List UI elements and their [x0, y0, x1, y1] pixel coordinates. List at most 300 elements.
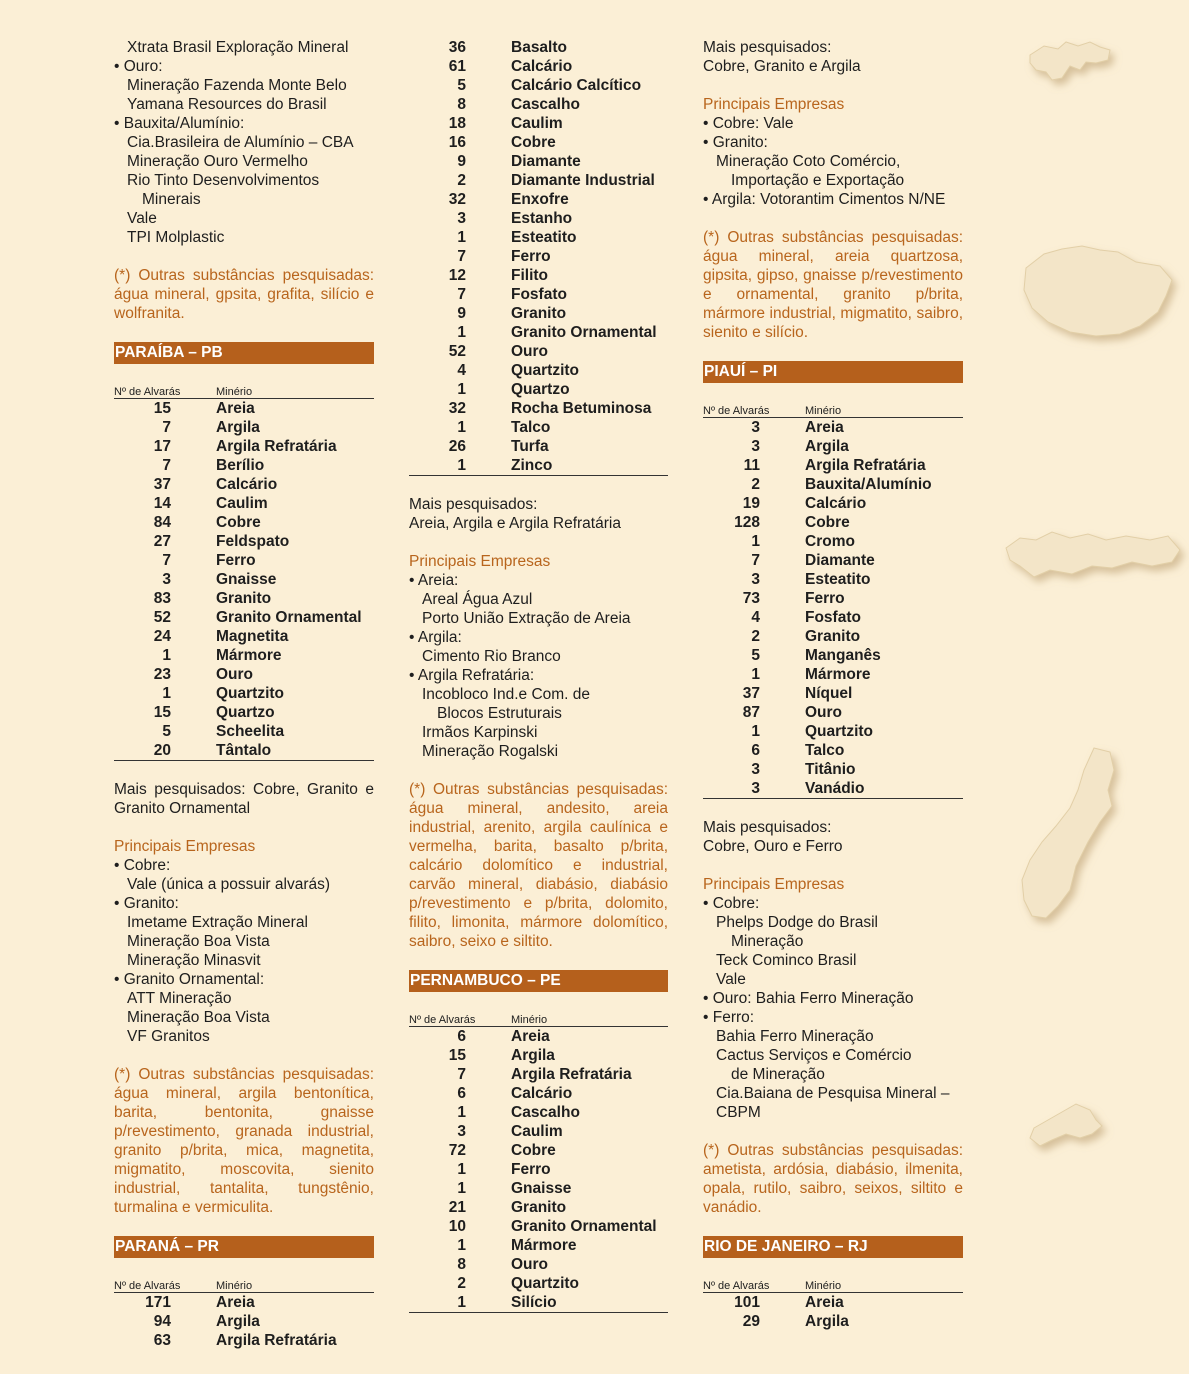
list-item: • Bauxita/Alumínio:	[114, 115, 245, 132]
list-item: • Cobre:	[114, 857, 171, 874]
map-pb-icon	[1030, 42, 1110, 80]
table-row	[703, 722, 963, 741]
permit-count: 3	[751, 438, 760, 455]
companies-title: Principais Empresas	[114, 838, 256, 855]
mineral-name: Granito	[511, 305, 567, 322]
permit-count: 1	[457, 1237, 466, 1254]
table-row	[409, 342, 668, 361]
mineral-name: Ouro	[216, 666, 254, 683]
permit-count: 7	[162, 552, 171, 569]
table-row	[114, 665, 374, 684]
table-row	[409, 1103, 668, 1122]
table-row	[409, 1084, 668, 1103]
mineral-name: Quartzito	[511, 1275, 580, 1292]
header-mineral: Minério	[216, 1280, 253, 1292]
permit-count: 1	[751, 666, 760, 683]
table-row	[409, 1255, 668, 1274]
mineral-name: Cobre	[216, 514, 261, 531]
mineral-name: Quartzito	[511, 362, 580, 379]
mineral-name: Quartzo	[216, 704, 275, 721]
mineral-name: Areia	[216, 1294, 255, 1311]
mineral-name: Ferro	[511, 248, 551, 265]
list-item: • Argila Refratária:	[409, 667, 535, 684]
permit-count: 2	[751, 628, 760, 645]
list-item: Cia.Baiana de Pesquisa Mineral –	[716, 1085, 950, 1102]
permit-count: 27	[153, 533, 171, 550]
table-row	[409, 418, 668, 437]
list-item: • Cobre: Vale	[703, 115, 794, 132]
table-row	[703, 551, 963, 570]
table-row	[409, 247, 668, 266]
table-row	[703, 475, 963, 494]
other-substances-note: (*) Outras substâncias pesquisadas: água mineral, andesito, areia industrial, arenito, argila caulínica e vermelha, barita, basalto p/brita, calcário dolomítico e industrial, carvão mineral, diabásio, diabásio p/revestimento e p/brita, dolomito, filito, limonita, mármore dolomítico, saibro, seixo e siltito.	[409, 781, 668, 950]
mineral-name: Zinco	[511, 457, 553, 474]
permit-count: 1	[457, 1161, 466, 1178]
header-count: Nº de Alvarás	[703, 1280, 770, 1292]
permit-count: 4	[457, 362, 466, 379]
mineral-name: Basalto	[511, 39, 567, 56]
mineral-name: Berílio	[216, 457, 265, 474]
table-row	[409, 380, 668, 399]
permit-count: 84	[153, 514, 171, 531]
table-row	[114, 570, 374, 589]
mineral-name: Granito Ornamental	[216, 609, 362, 626]
companies-list	[703, 894, 963, 1122]
table-row	[703, 779, 963, 798]
permit-count: 12	[448, 267, 466, 284]
table-row	[409, 1274, 668, 1293]
list-item: Cia.Brasileira de Alumínio – CBA	[127, 134, 354, 151]
mineral-name: Magnetita	[216, 628, 289, 645]
permit-count: 1	[751, 723, 760, 740]
mineral-name: Filito	[511, 267, 549, 284]
table-row	[703, 456, 963, 475]
list-item: Cactus Serviços e Comércio	[716, 1047, 912, 1064]
table-row	[703, 665, 963, 684]
list-item: Bahia Ferro Mineração	[716, 1028, 874, 1045]
permit-count: 16	[448, 134, 466, 151]
most-researched-value: Cobre, Ouro e Ferro	[703, 838, 843, 855]
mineral-name: Turfa	[511, 438, 549, 455]
list-item: • Cobre:	[703, 895, 760, 912]
mineral-name: Cobre	[805, 514, 850, 531]
table-row	[409, 190, 668, 209]
table-row	[409, 266, 668, 285]
permit-count: 6	[457, 1085, 466, 1102]
permit-count: 17	[153, 438, 171, 455]
table-row	[409, 1217, 668, 1236]
mineral-name: Manganês	[805, 647, 881, 664]
table-row	[409, 1046, 668, 1065]
table-row	[703, 703, 963, 722]
list-item: ATT Mineração	[127, 990, 232, 1007]
mineral-name: Bauxita/Alumínio	[805, 476, 932, 493]
table-parana-continued	[409, 38, 668, 476]
mineral-name: Estanho	[511, 210, 573, 227]
table-row	[114, 456, 374, 475]
header-mineral: Minério	[511, 1014, 548, 1026]
mineral-name: Cromo	[805, 533, 855, 550]
table-header	[703, 402, 963, 418]
mineral-name: Caulim	[511, 1123, 563, 1140]
list-item: Mineração Rogalski	[422, 743, 559, 760]
permit-count: 10	[448, 1218, 466, 1235]
list-item: Rio Tinto Desenvolvimentos	[127, 172, 320, 189]
permit-count: 6	[751, 742, 760, 759]
list-item: Mineração Minasvit	[127, 952, 261, 969]
permit-count: 3	[751, 571, 760, 588]
table-row	[114, 513, 374, 532]
permit-count: 7	[457, 1066, 466, 1083]
list-item: Mineração Ouro Vermelho	[127, 153, 308, 170]
mineral-name: Cobre	[511, 134, 556, 151]
permit-count: 52	[153, 609, 171, 626]
table-row	[409, 1160, 668, 1179]
table-row	[409, 1293, 668, 1312]
other-substances-note: (*) Outras substâncias pesquisadas: água mineral, gpsita, grafita, silício e wolfranita.	[114, 267, 374, 322]
permit-count: 19	[742, 495, 760, 512]
table-row	[409, 152, 668, 171]
permit-count: 7	[457, 248, 466, 265]
permit-count: 32	[448, 400, 466, 417]
map-pe-icon	[1006, 532, 1180, 577]
permit-count: 128	[734, 514, 760, 531]
table-row	[409, 133, 668, 152]
permit-count: 29	[742, 1313, 760, 1330]
permit-count: 73	[742, 590, 760, 607]
permit-count: 3	[751, 761, 760, 778]
mineral-name: Quartzito	[216, 685, 285, 702]
list-item: Minerais	[142, 191, 201, 208]
table-row	[703, 684, 963, 703]
mineral-name: Scheelita	[216, 723, 285, 740]
table-row	[409, 38, 668, 57]
mineral-name: Diamante Industrial	[511, 172, 655, 189]
list-item: • Granito:	[703, 134, 768, 151]
mineral-name: Granito Ornamental	[511, 324, 657, 341]
companies-list	[703, 114, 963, 209]
list-item: Blocos Estruturais	[437, 705, 562, 722]
table-row	[409, 437, 668, 456]
table-header	[409, 1011, 668, 1027]
list-item: • Granito:	[114, 895, 179, 912]
header-mineral: Minério	[216, 386, 253, 398]
list-item: Mineração	[731, 933, 804, 950]
mineral-name: Argila Refratária	[216, 438, 337, 455]
permit-count: 52	[448, 343, 466, 360]
mineral-name: Calcário	[216, 476, 278, 493]
table-row	[409, 1027, 668, 1046]
table-row	[409, 95, 668, 114]
permit-count: 7	[162, 457, 171, 474]
permit-count: 37	[153, 476, 171, 493]
state-maps	[1000, 0, 1189, 1374]
table-row	[703, 589, 963, 608]
mineral-name: Vanádio	[805, 780, 865, 797]
permit-count: 18	[448, 115, 466, 132]
continuation-lines	[114, 38, 374, 247]
table-row	[409, 1236, 668, 1255]
table-row	[114, 741, 374, 760]
permit-count: 1	[457, 229, 466, 246]
permit-count: 1	[457, 419, 466, 436]
mineral-name: Argila	[216, 1313, 260, 1330]
list-item: Incobloco Ind.e Com. de	[422, 686, 591, 703]
table-row	[409, 1198, 668, 1217]
mineral-name: Quartzo	[511, 381, 570, 398]
permit-count: 11	[743, 457, 760, 474]
table-row	[114, 399, 374, 418]
mineral-name: Fosfato	[511, 286, 567, 303]
permit-count: 101	[734, 1294, 760, 1311]
mineral-name: Areia	[805, 1294, 844, 1311]
permit-count: 1	[457, 324, 466, 341]
table-row	[409, 1122, 668, 1141]
mineral-name: Feldspato	[216, 533, 290, 550]
permit-count: 6	[457, 1028, 466, 1045]
section-header-pernambuco: PERNAMBUCO – PE	[409, 970, 668, 992]
mineral-name: Cascalho	[511, 96, 580, 113]
permit-count: 1	[457, 381, 466, 398]
list-item: VF Granitos	[127, 1028, 210, 1045]
mineral-name: Granito	[511, 1199, 567, 1216]
mineral-name: Enxofre	[511, 191, 569, 208]
list-item: Vale (única a possuir alvarás)	[127, 876, 331, 893]
table-pernambuco	[409, 1027, 668, 1313]
mineral-name: Areia	[805, 419, 844, 436]
table-row	[703, 627, 963, 646]
header-count: Nº de Alvarás	[409, 1014, 476, 1026]
other-substances-note: (*) Outras substâncias pesquisadas: água mineral, argila bentonítica, barita, bentonita, gnaisse p/revestimento, granada industrial, granito p/brita, mica, magnetita, migmatito, moscovita, sienito industrial, tantalita, tungstênio, turmalina e vermiculita.	[114, 1066, 374, 1216]
table-row	[409, 361, 668, 380]
most-researched-value: Cobre, Granito e Argila	[703, 58, 861, 75]
mineral-name: Argila Refratária	[511, 1066, 632, 1083]
permit-count: 1	[457, 1104, 466, 1121]
permit-count: 32	[448, 191, 466, 208]
table-row	[409, 304, 668, 323]
permit-count: 15	[153, 400, 171, 417]
section-header-piaui: PIAUÍ – PI	[703, 361, 963, 383]
mineral-name: Argila	[805, 1313, 849, 1330]
permit-count: 1	[457, 1180, 466, 1197]
mineral-name: Gnaisse	[216, 571, 277, 588]
permit-count: 8	[457, 96, 466, 113]
table-row	[703, 1312, 963, 1331]
mineral-name: Ferro	[216, 552, 256, 569]
mineral-name: Talco	[511, 419, 551, 436]
table-row	[114, 1331, 374, 1350]
table-row	[409, 57, 668, 76]
list-item: Xtrata Brasil Exploração Mineral	[127, 39, 349, 56]
mineral-name: Fosfato	[805, 609, 861, 626]
permit-count: 1	[751, 533, 760, 550]
list-item: • Granito Ornamental:	[114, 971, 265, 988]
table-row	[114, 437, 374, 456]
table-row	[114, 589, 374, 608]
map-pr-icon	[1024, 246, 1172, 336]
list-item: Areal Água Azul	[422, 591, 533, 608]
permit-count: 15	[448, 1047, 466, 1064]
map-pi-icon	[1022, 748, 1114, 918]
permit-count: 72	[448, 1142, 466, 1159]
mineral-name: Granito	[216, 590, 272, 607]
permit-count: 171	[145, 1294, 171, 1311]
list-item: Irmãos Karpinski	[422, 724, 538, 741]
list-item: Phelps Dodge do Brasil	[716, 914, 878, 931]
list-item: • Areia:	[409, 572, 459, 589]
table-row	[409, 228, 668, 247]
mineral-name: Ferro	[805, 590, 845, 607]
permit-count: 26	[448, 438, 466, 455]
header-count: Nº de Alvarás	[703, 405, 770, 417]
table-row	[703, 513, 963, 532]
mineral-name: Calcário Calcítico	[511, 77, 642, 94]
permit-count: 24	[153, 628, 171, 645]
table-row	[114, 684, 374, 703]
permit-count: 7	[162, 419, 171, 436]
table-piaui	[703, 418, 963, 799]
permit-count: 61	[448, 58, 466, 75]
list-item: Mineração Boa Vista	[127, 1009, 270, 1026]
mineral-name: Cascalho	[511, 1104, 580, 1121]
permit-count: 36	[448, 39, 466, 56]
table-row	[409, 285, 668, 304]
mineral-name: Ouro	[511, 1256, 549, 1273]
table-row	[114, 494, 374, 513]
list-item: TPI Molplastic	[127, 229, 225, 246]
permit-count: 9	[457, 305, 466, 322]
permit-count: 87	[742, 704, 760, 721]
table-row	[114, 608, 374, 627]
map-rj-icon	[1030, 1104, 1102, 1146]
table-row	[409, 114, 668, 133]
mineral-name: Argila Refratária	[216, 1332, 337, 1349]
mineral-name: Titânio	[805, 761, 856, 778]
list-item: • Ouro: Bahia Ferro Mineração	[703, 990, 914, 1007]
header-mineral: Minério	[805, 1280, 842, 1292]
header-count: Nº de Alvarás	[114, 386, 181, 398]
list-item: CBPM	[716, 1104, 761, 1121]
list-item: Importação e Exportação	[731, 172, 905, 189]
column-2	[409, 38, 668, 1313]
other-substances-note: (*) Outras substâncias pesquisadas: ametista, ardósia, diabásio, ilmenita, opala, rutilo, saibro, seixos, siltito e vanádio.	[703, 1142, 963, 1216]
header-mineral: Minério	[805, 405, 842, 417]
table-header	[703, 1277, 963, 1293]
permit-count: 1	[457, 457, 466, 474]
companies-title: Principais Empresas	[703, 96, 845, 113]
permit-count: 23	[153, 666, 171, 683]
permit-count: 63	[153, 1332, 171, 1349]
permit-count: 21	[448, 1199, 466, 1216]
permit-count: 3	[162, 571, 171, 588]
table-row	[703, 1293, 963, 1312]
column-1	[114, 38, 374, 1350]
mineral-name: Mármore	[511, 1237, 577, 1254]
table-row	[703, 418, 963, 437]
list-item: Porto União Extração de Areia	[422, 610, 631, 627]
table-row	[409, 1141, 668, 1160]
table-header	[114, 383, 374, 399]
table-parana	[114, 1293, 374, 1350]
companies-title: Principais Empresas	[409, 553, 551, 570]
mineral-name: Areia	[511, 1028, 550, 1045]
most-researched-label: Mais pesquisados:	[409, 496, 538, 513]
list-item: • Argila:	[409, 629, 462, 646]
permit-count: 15	[153, 704, 171, 721]
permit-count: 8	[457, 1256, 466, 1273]
table-row	[703, 494, 963, 513]
list-item: Cimento Rio Branco	[422, 648, 561, 665]
mineral-name: Ouro	[805, 704, 843, 721]
list-item: • Argila: Votorantim Cimentos N/NE	[703, 191, 946, 208]
mineral-name: Calcário	[511, 58, 573, 75]
section-header-rio-de-janeiro: RIO DE JANEIRO – RJ	[703, 1236, 963, 1258]
table-row	[114, 1312, 374, 1331]
most-researched: Mais pesquisados: Cobre, Granito e Granito Ornamental	[114, 781, 374, 817]
header-count: Nº de Alvarás	[114, 1280, 181, 1292]
table-row	[409, 209, 668, 228]
permit-count: 7	[457, 286, 466, 303]
companies-title: Principais Empresas	[703, 876, 845, 893]
permit-count: 5	[751, 647, 760, 664]
list-item: Mineração Coto Comércio,	[716, 153, 901, 170]
table-row	[703, 532, 963, 551]
list-item: Mineração Fazenda Monte Belo	[127, 77, 347, 94]
permit-count: 83	[153, 590, 171, 607]
table-row	[114, 627, 374, 646]
table-row	[409, 76, 668, 95]
table-row	[114, 532, 374, 551]
permit-count: 3	[457, 210, 466, 227]
permit-count: 3	[751, 419, 760, 436]
permit-count: 94	[153, 1313, 171, 1330]
permit-count: 1	[162, 685, 171, 702]
most-researched-label: Mais pesquisados:	[703, 819, 832, 836]
mineral-name: Gnaisse	[511, 1180, 572, 1197]
table-row	[703, 646, 963, 665]
permit-count: 7	[751, 552, 760, 569]
permit-count: 14	[153, 495, 171, 512]
table-row	[409, 399, 668, 418]
table-row	[114, 1293, 374, 1312]
permit-count: 5	[162, 723, 171, 740]
most-researched-label: Mais pesquisados:	[703, 39, 832, 56]
table-paraiba	[114, 399, 374, 761]
mineral-name: Argila	[805, 438, 849, 455]
most-researched-value: Areia, Argila e Argila Refratária	[409, 515, 621, 532]
list-item: • Ouro:	[114, 58, 163, 75]
table-header	[114, 1277, 374, 1293]
section-header-parana: PARANÁ – PR	[114, 1236, 374, 1258]
permit-count: 1	[457, 1294, 466, 1311]
mineral-name: Argila	[216, 419, 260, 436]
mineral-name: Esteatito	[805, 571, 871, 588]
mineral-name: Caulim	[216, 495, 268, 512]
mineral-name: Níquel	[805, 685, 853, 702]
table-row	[703, 437, 963, 456]
table-rio-de-janeiro	[703, 1293, 963, 1331]
table-row	[703, 741, 963, 760]
permit-count: 2	[751, 476, 760, 493]
table-row	[703, 608, 963, 627]
permit-count: 3	[751, 780, 760, 797]
mineral-name: Tântalo	[216, 742, 272, 759]
permit-count: 4	[751, 609, 760, 626]
permit-count: 2	[457, 172, 466, 189]
permit-count: 20	[153, 742, 171, 759]
table-row	[409, 456, 668, 475]
permit-count: 2	[457, 1275, 466, 1292]
